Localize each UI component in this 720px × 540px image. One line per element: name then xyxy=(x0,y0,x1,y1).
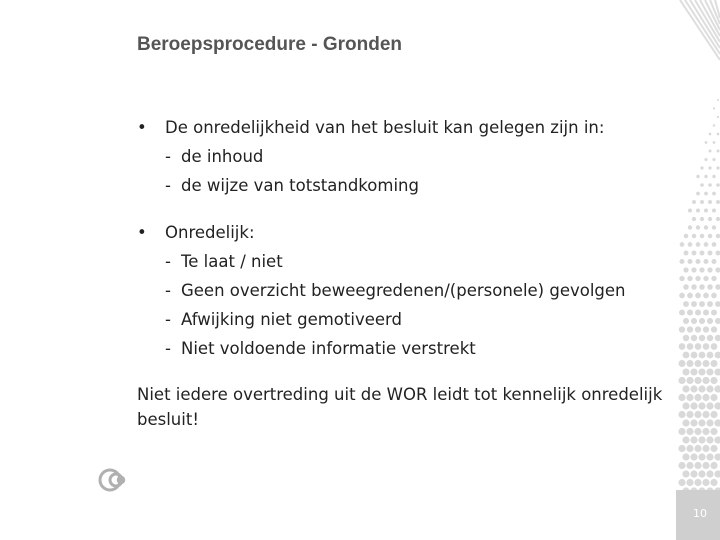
dash-marker: - xyxy=(165,310,171,329)
sub-item xyxy=(165,142,677,171)
dash-marker: - xyxy=(165,147,171,166)
sub-item xyxy=(165,171,677,200)
bullet-marker: • xyxy=(137,223,147,242)
bullet-text: Onredelijk: xyxy=(165,223,255,242)
bullet-1 xyxy=(137,113,677,200)
bullet-text: De onredelijkheid van het besluit kan gelegen zijn in: xyxy=(165,118,605,137)
sub-item-text: de inhoud xyxy=(181,147,264,166)
bullet-marker: • xyxy=(137,118,147,137)
sub-item-text: Geen overzicht beweegredenen/(personele) gevolgen xyxy=(181,281,626,300)
dash-marker: - xyxy=(165,176,171,195)
sub-item xyxy=(165,305,677,334)
circles-logo-icon xyxy=(97,464,129,496)
sub-item xyxy=(165,247,677,276)
dash-marker: - xyxy=(165,252,171,271)
sub-item-text: Niet voldoende informatie verstrekt xyxy=(181,339,476,358)
sub-item xyxy=(165,276,677,305)
bullet-2 xyxy=(137,218,677,363)
dash-marker: - xyxy=(165,339,171,358)
slide-title: Beroepsprocedure - Gronden xyxy=(137,34,402,55)
decorative-dot-pattern xyxy=(676,0,720,540)
page-number: 10 xyxy=(693,507,707,520)
sub-item xyxy=(165,334,677,363)
sub-item-text: de wijze van totstandkoming xyxy=(181,176,419,195)
sub-item-text: Te laat / niet xyxy=(181,252,283,271)
closing-note: Niet iedere overtreding uit de WOR leidt tot kennelijk onredelijk besluit! xyxy=(137,385,663,429)
dash-marker: - xyxy=(165,281,171,300)
sub-item-text: Afwijking niet gemotiveerd xyxy=(181,310,402,329)
slide-content xyxy=(137,113,677,432)
